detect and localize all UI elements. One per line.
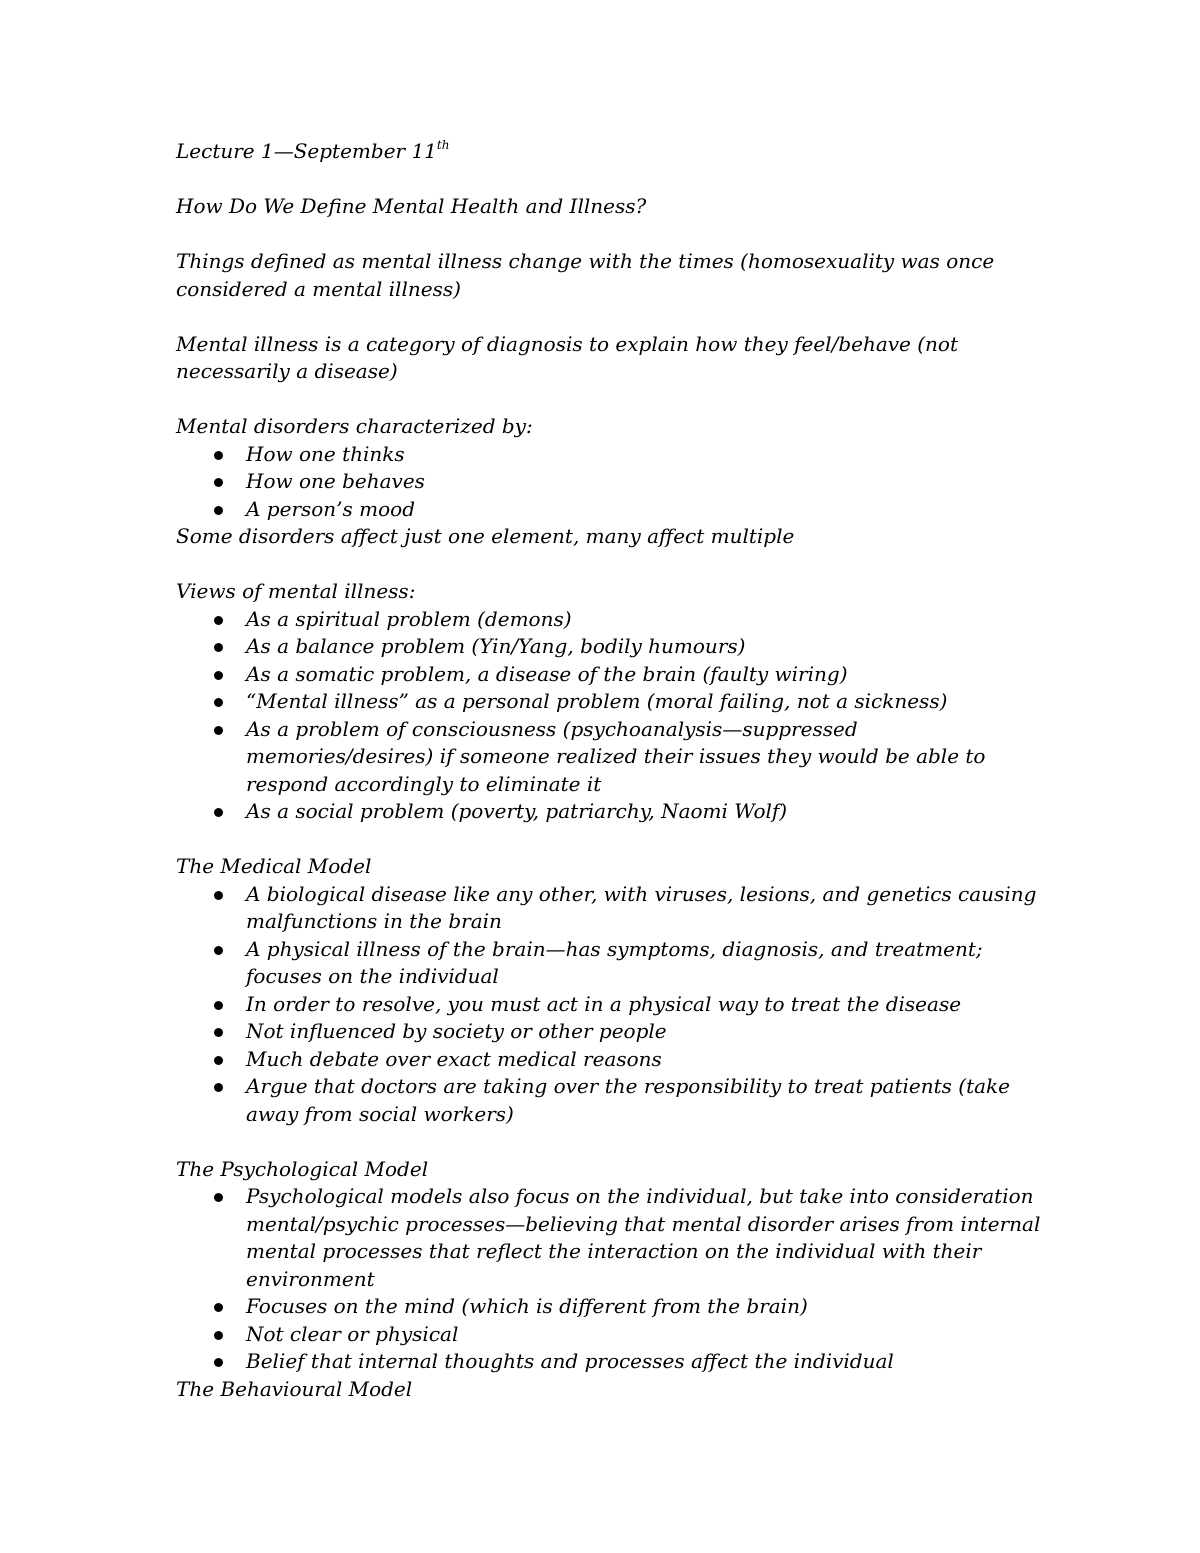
list-item-text: As a social problem (poverty, patriarchy, Naomi Wolf): [246, 799, 788, 823]
bullet-icon: [214, 506, 223, 515]
list-item-text: In order to resolve, you must act in a physical way to treat the disease: [246, 991, 962, 1016]
medical-model-heading: The Medical Model: [176, 854, 372, 878]
bullet-icon: [214, 1056, 223, 1065]
bullet-icon: [214, 891, 223, 900]
bullet-icon: [214, 946, 223, 955]
list-item: [176, 798, 1046, 826]
spacer: [176, 826, 1046, 854]
list-item: [176, 1183, 1046, 1293]
list-item-text: How one behaves: [246, 469, 425, 493]
list-item-text: Psychological models also focus on the individual, but take into consideration mental/psychic processes—believing that mental disorder arises from internal mental processes that reflect the interaction on the individual with their environment: [246, 1184, 1041, 1291]
list-item: [176, 468, 1046, 496]
lecture-title-text: Lecture 1—September 11: [176, 139, 437, 163]
list-item-text: Not clear or physical: [246, 1321, 459, 1346]
list-item: [176, 661, 1046, 689]
list-item: [176, 1073, 1046, 1128]
list-item-text: A physical illness of the brain—has symptoms, diagnosis, and treatment; focuses on the individual: [246, 936, 983, 988]
list-item: [176, 633, 1046, 661]
behavioural-model-heading: The Behavioural Model: [176, 1376, 413, 1401]
lecture-title-superscript: th: [436, 138, 450, 152]
views-list: [176, 606, 1046, 826]
list-item-text: “Mental illness” as a personal problem (moral failing, not a sickness): [246, 689, 948, 713]
bullet-icon: [214, 1303, 223, 1312]
bullet-icon: [214, 1358, 223, 1367]
list-item-text: As a spiritual problem (demons): [246, 606, 572, 631]
list-item-text: Much debate over exact medical reasons: [246, 1046, 662, 1071]
list-item: [176, 936, 1046, 991]
list-item-text: As a problem of consciousness (psychoanalysis—suppressed memories/desires) if someone realized their issues they would be able to respond accordingly to eliminate it: [246, 716, 986, 796]
disorders-list: [176, 441, 1046, 524]
question-heading: How Do We Define Mental Health and Illness?: [176, 194, 647, 218]
bullet-icon: [214, 698, 223, 707]
list-item-text: Argue that doctors are taking over the responsibility to treat patients (take away from social workers): [246, 1074, 1010, 1126]
list-item: [176, 1321, 1046, 1349]
bullet-icon: [214, 478, 223, 487]
list-item: [176, 688, 1046, 716]
psychological-model-heading: The Psychological Model: [176, 1156, 429, 1181]
bullet-icon: [214, 451, 223, 460]
medical-model-list: [176, 881, 1046, 1129]
bullet-icon: [214, 1028, 223, 1037]
list-item: [176, 1046, 1046, 1074]
document-page: [176, 138, 1046, 1403]
views-heading: Views of mental illness:: [176, 579, 416, 603]
list-item: [176, 881, 1046, 936]
bullet-icon: [214, 643, 223, 652]
lecture-title: [176, 138, 1046, 166]
list-item-text: As a balance problem (Yin/Yang, bodily humours): [246, 634, 746, 658]
bullet-icon: [214, 1001, 223, 1010]
list-item-text: A biological disease like any other, with viruses, lesions, and genetics causing malfunctions in the brain: [246, 881, 1037, 933]
bullet-icon: [214, 808, 223, 817]
bullet-icon: [214, 1193, 223, 1202]
list-item: [176, 496, 1046, 524]
list-item-text: How one thinks: [246, 441, 405, 466]
list-item-text: As a somatic problem, a disease of the brain (faulty wiring): [246, 661, 848, 686]
list-item: [176, 1293, 1046, 1321]
paragraph-category: Mental illness is a category of diagnosis to explain how they feel/behave (not necessarily a disease): [176, 331, 959, 383]
list-item-text: A person’s mood: [246, 496, 416, 521]
paragraph-times: Things defined as mental illness change with the times (homosexuality was once considered a mental illness): [176, 249, 995, 301]
list-item: [176, 606, 1046, 634]
bullet-icon: [214, 1331, 223, 1340]
list-item-text: Not influenced by society or other people: [246, 1019, 667, 1043]
list-item: [176, 1018, 1046, 1046]
list-item: [176, 716, 1046, 799]
disorders-heading: Mental disorders characterized by:: [176, 414, 533, 438]
list-item: [176, 991, 1046, 1019]
list-item-text: Belief that internal thoughts and processes affect the individual: [246, 1349, 894, 1373]
bullet-icon: [214, 726, 223, 735]
bullet-icon: [214, 1083, 223, 1092]
list-item: [176, 441, 1046, 469]
list-item: [176, 1348, 1046, 1376]
bullet-icon: [214, 616, 223, 625]
disorders-note: Some disorders affect just one element, many affect multiple: [176, 524, 795, 548]
bullet-icon: [214, 671, 223, 680]
spacer: [176, 1128, 1046, 1156]
list-item-text: Focuses on the mind (which is different from the brain): [246, 1294, 808, 1318]
psychological-model-list: [176, 1183, 1046, 1376]
